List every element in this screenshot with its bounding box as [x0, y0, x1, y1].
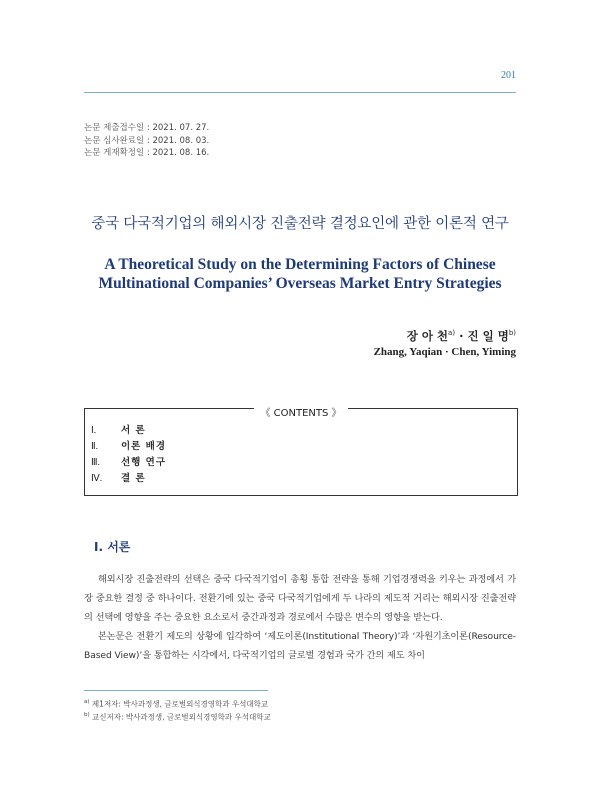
- authors-korean: [407, 328, 516, 344]
- author-second-mark: b): [508, 329, 516, 338]
- date-value: 2021. 08. 03.: [152, 135, 210, 146]
- footnotes: [84, 697, 271, 722]
- date-row: 논문 제출접수일 : 2021. 07. 27.: [84, 123, 210, 133]
- date-label: 논문 게재확정일: [84, 148, 145, 158]
- footnote: [84, 710, 271, 723]
- contents-item-number: Ⅱ.: [91, 442, 99, 452]
- contents-title: [85, 401, 517, 420]
- contents-box: [84, 408, 518, 496]
- author-second: 진 일 명: [467, 329, 509, 343]
- submission-dates: [84, 122, 209, 160]
- contents-title-text: 《 CONTENTS 》: [254, 408, 347, 419]
- date-row: 논문 심사완료일 : 2021. 08. 03.: [84, 135, 210, 146]
- date-value: 2021. 07. 27.: [152, 123, 210, 133]
- paragraph: 본논문은 전환기 제도의 상황에 입각하여 ‘제도이론(Institutional Theory)’과 ‘자원기초이론(Resource-Based View)’을 통합하는 시각에서, 다국적기업의 글로벌 경험과 국가 간의 제도 차이: [84, 631, 516, 661]
- header-rule: [84, 92, 516, 93]
- footnote: [84, 697, 271, 710]
- author-first-mark: a): [448, 329, 456, 338]
- contents-item-text: 결 론: [121, 473, 146, 484]
- author-separator: ·: [455, 329, 468, 343]
- contents-item-text: 선행 연구: [121, 457, 167, 468]
- contents-item: [91, 423, 166, 439]
- date-row: 논문 게재확정일 : 2021. 08. 16.: [84, 148, 210, 158]
- footnote-mark: a): [84, 699, 90, 705]
- contents-item: [91, 439, 166, 455]
- title-korean: 중국 다국적기업의 해외시장 진출전략 결정요인에 관한 이론적 연구: [91, 216, 509, 232]
- contents-item: [91, 471, 166, 487]
- title-english-line: A Theoretical Study on the Determining Factors of Chinese: [104, 256, 496, 273]
- contents-item-text: 서 론: [121, 425, 146, 436]
- author-first: 장 아 천: [406, 329, 449, 343]
- contents-item-text: 이론 배경: [121, 441, 167, 452]
- title-english: [0, 255, 600, 293]
- footnote-mark: b): [84, 711, 90, 718]
- page-number: 201: [501, 70, 516, 81]
- section-heading: Ⅰ. 서론: [94, 540, 131, 554]
- title-english-line: Multinational Companies’ Overseas Market Entry Strategies: [98, 275, 502, 292]
- footnote-rule: [84, 690, 268, 691]
- contents-item-number: Ⅲ.: [91, 458, 100, 468]
- paragraph: 해외시장 진출전략의 선택은 중국 다국적기업이 총횡 통합 전략을 통해 기업경쟁력을 키우는 과정에서 가장 중요한 결정 중 하나이다. 전환기에 있는 중국 다국적기업에게 두 나라의 제도적 거리는 해외시장 진출전략의 선택에 영향을 주는 중요한 요소로서 중간과정과 경로에서 수많은 변수의 영향을 받는다.: [84, 574, 516, 623]
- contents-item: [91, 455, 166, 471]
- date-label: 논문 심사완료일: [84, 135, 145, 146]
- date-label: 논문 제출접수일: [84, 123, 145, 133]
- authors-english: Zhang, Yaqian · Chen, Yiming: [373, 346, 516, 358]
- footnote-text: 제1저자: 박사과정생, 글로벌외식경영학과 우석대학교: [91, 699, 269, 709]
- contents-item-number: Ⅳ.: [91, 474, 103, 484]
- footnote-text: 교신저자: 박사과정생, 글로벌외식경영학과 우석대학교: [92, 712, 271, 721]
- contents-list: [91, 423, 166, 487]
- contents-item-number: Ⅰ.: [91, 426, 97, 436]
- body-text: [84, 570, 516, 665]
- date-value: 2021. 08. 16.: [152, 148, 210, 158]
